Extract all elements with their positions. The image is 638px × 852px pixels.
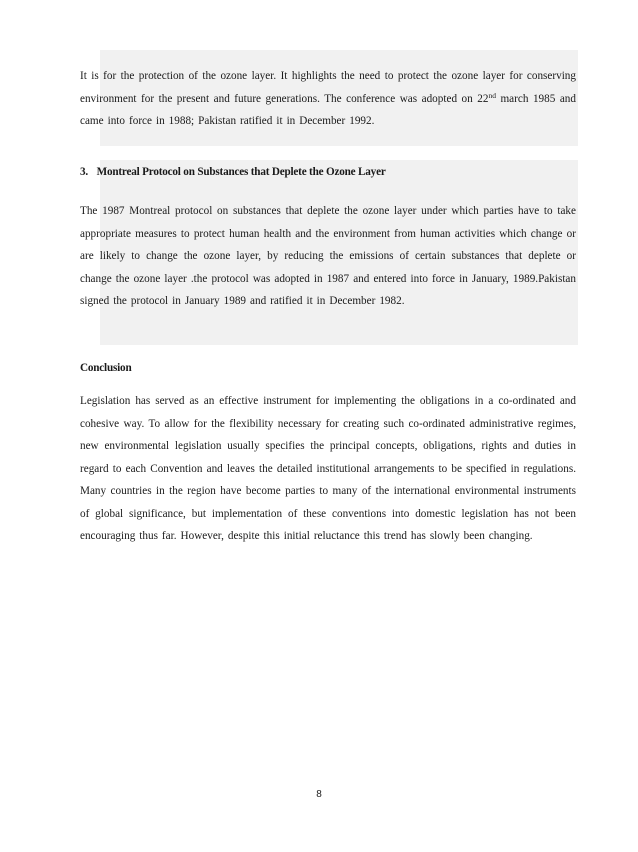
ordinal-superscript: nd (488, 90, 496, 100)
section-3-heading (80, 166, 386, 178)
conclusion-heading: Conclusion (80, 362, 132, 374)
paragraph-montreal-protocol: The 1987 Montreal protocol on substances that deplete the ozone layer under which parties have to take appropriate measures to protect human health and the environment from human activities which change or are likely to change the ozone layer, by reducing the emissions of certain substances that deplete or change the ozone layer .the protocol was adopted in 1987 and entered into force in January, 1989.Pakistan signed the protocol in January 1989 and ratified it in December 1982. (80, 205, 576, 307)
page-number: 8 (316, 789, 322, 800)
paragraph-conclusion: Legislation has served as an effective instrument for implementing the obligations in a co-ordinated and cohesive way. To allow for the flexibility necessary for creating such co-ordinated administrative regimes, new environmental legislation usually specifies the principal concepts, obligations, rights and duties in regard to each Convention and leaves the detailed institutional arrangements to be specified in regulations. Many countries in the region have become parties to many of the international environmental instruments of global significance, but implementation of these conventions into domestic legislation has not been encouraging thus far. However, despite this initial reluctance this trend has slowly been changing. (80, 395, 576, 542)
section-number: 3. (80, 166, 88, 178)
section-title: Montreal Protocol on Substances that Deplete the Ozone Layer (96, 166, 386, 178)
paragraph-1-text: It is for the protection of the ozone layer. It highlights the need to protect the ozone layer for conserving environment for the present and future generations. The conference was adopted on 22 (80, 70, 576, 105)
paragraph-ozone-conference (80, 65, 576, 133)
paragraph-1-text-end: march 1985 and came into force in 1988; Pakistan ratified it in December 1992. (80, 92, 576, 127)
